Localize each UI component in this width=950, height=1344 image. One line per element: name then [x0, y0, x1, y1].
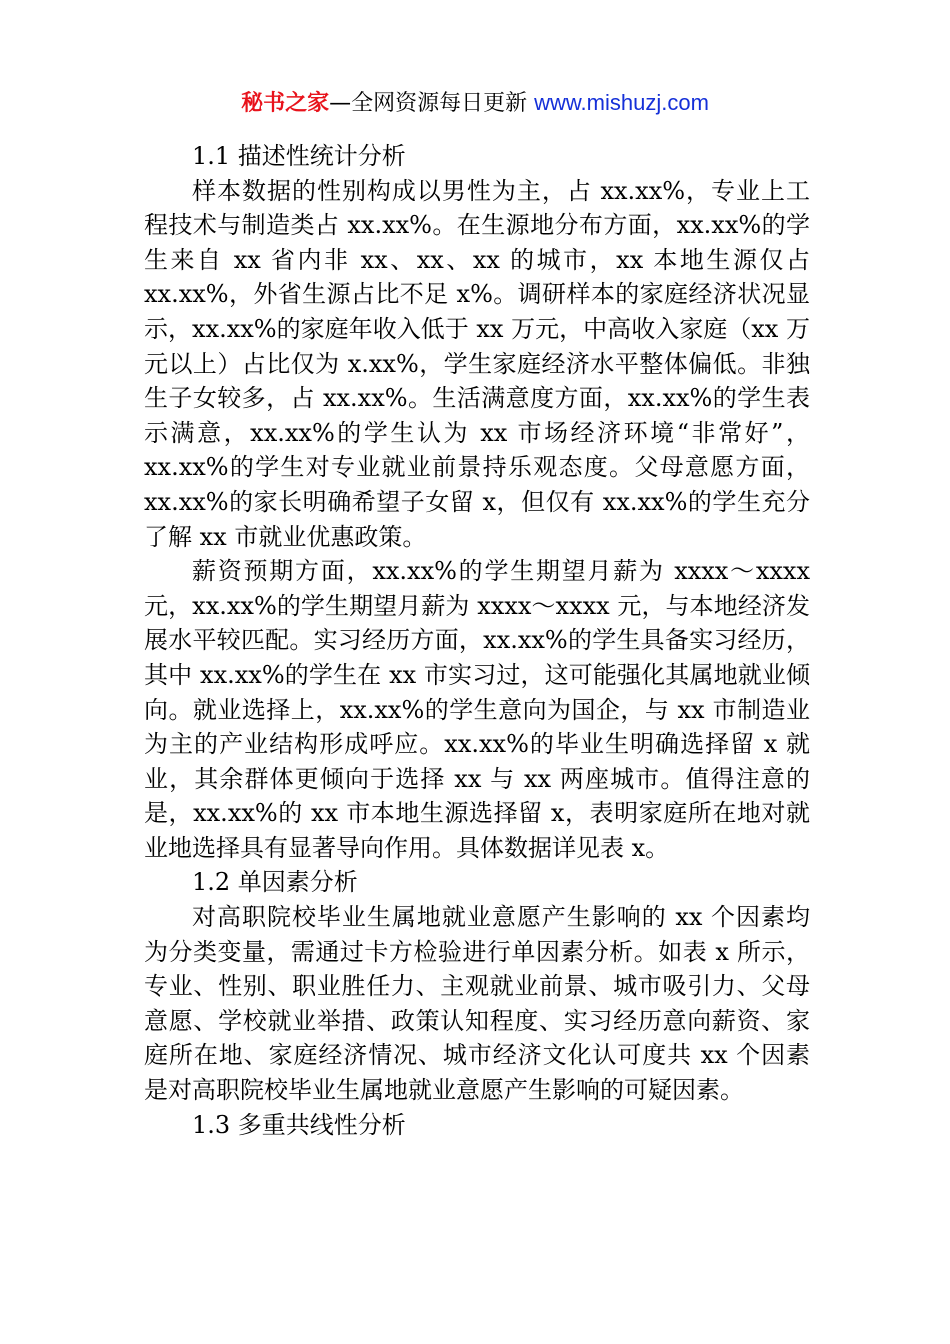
section-heading-1-3: 1.3 多重共线性分析: [192, 1110, 406, 1139]
site-url-link[interactable]: www.mishuzj.com: [534, 90, 709, 115]
section-heading-1-1: 1.1 描述性统计分析: [192, 142, 406, 170]
site-name: 秘书之家: [241, 91, 330, 116]
section-heading-1-2: 1.2 单因素分析: [192, 868, 358, 897]
section-1-2-paragraph-1: 对高职院校毕业生属地就业意愿产生影响的 xx 个因素均为分类变量，需通过卡方检验进行单因素分析。如表 x 所示，专业、性别、职业胜任力、主观就业前景、城市吸引力、父母意愿、学校就业举措、政策认知程度、实习经历意向薪资、家庭所在地、家庭经济情况、城市经济文化认可度共 xx 个因素是对高职院校毕业生属地就业意愿产生影响的可疑因素。: [144, 903, 810, 1105]
section-1-1-paragraph-2: 薪资预期方面，xx.xx%的学生期望月薪为 xxxx～xxxx 元，xx.xx%的学生期望月薪为 xxxx～xxxx 元，与本地经济发展水平较匹配。实习经历方面，xx.xx%的学生具备实习经历，其中 xx.xx%的学生在 xx 市实习过，这可能强化其属地就业倾向。就业选择上，xx.xx%的学生意向为国企，与 xx 市制造业为主的产业结构形成呼应。xx.xx%的毕业生明确选择留 x 就业，其余群体更倾向于选择 xx 与 xx 两座城市。值得注意的是，xx.xx%的 xx 市本地生源选择留 x，表明家庭所在地对就业地选择具有显著导向作用。具体数据详见表 x。: [144, 557, 810, 862]
header-tagline: —全网资源每日更新: [329, 91, 535, 116]
page-header: [0, 86, 950, 121]
section-1-1-paragraph-1: 样本数据的性别构成以男性为主，占 xx.xx%，专业上工程技术与制造类占 xx.xx%。在生源地分布方面，xx.xx%的学生来自 xx 省内非 xx、xx、xx 的城市，xx 本地生源仅占 xx.xx%，外省生源占比不足 x%。调研样本的家庭经济状况显示，xx.xx%的家庭年收入低于 xx 万元，中高收入家庭（xx 万元以上）占比仅为 x.xx%，学生家庭经济水平整体偏低。非独生子女较多，占 xx.xx%。生活满意度方面，xx.xx%的学生表示满意，xx.xx%的学生认为 xx 市场经济环境“非常好”，xx.xx%的学生对专业就业前景持乐观态度。父母意愿方面，xx.xx%的家长明确希望子女留 x，但仅有 xx.xx%的学生充分了解 xx 市就业优惠政策。: [144, 176, 810, 551]
document-body: [144, 139, 810, 1142]
